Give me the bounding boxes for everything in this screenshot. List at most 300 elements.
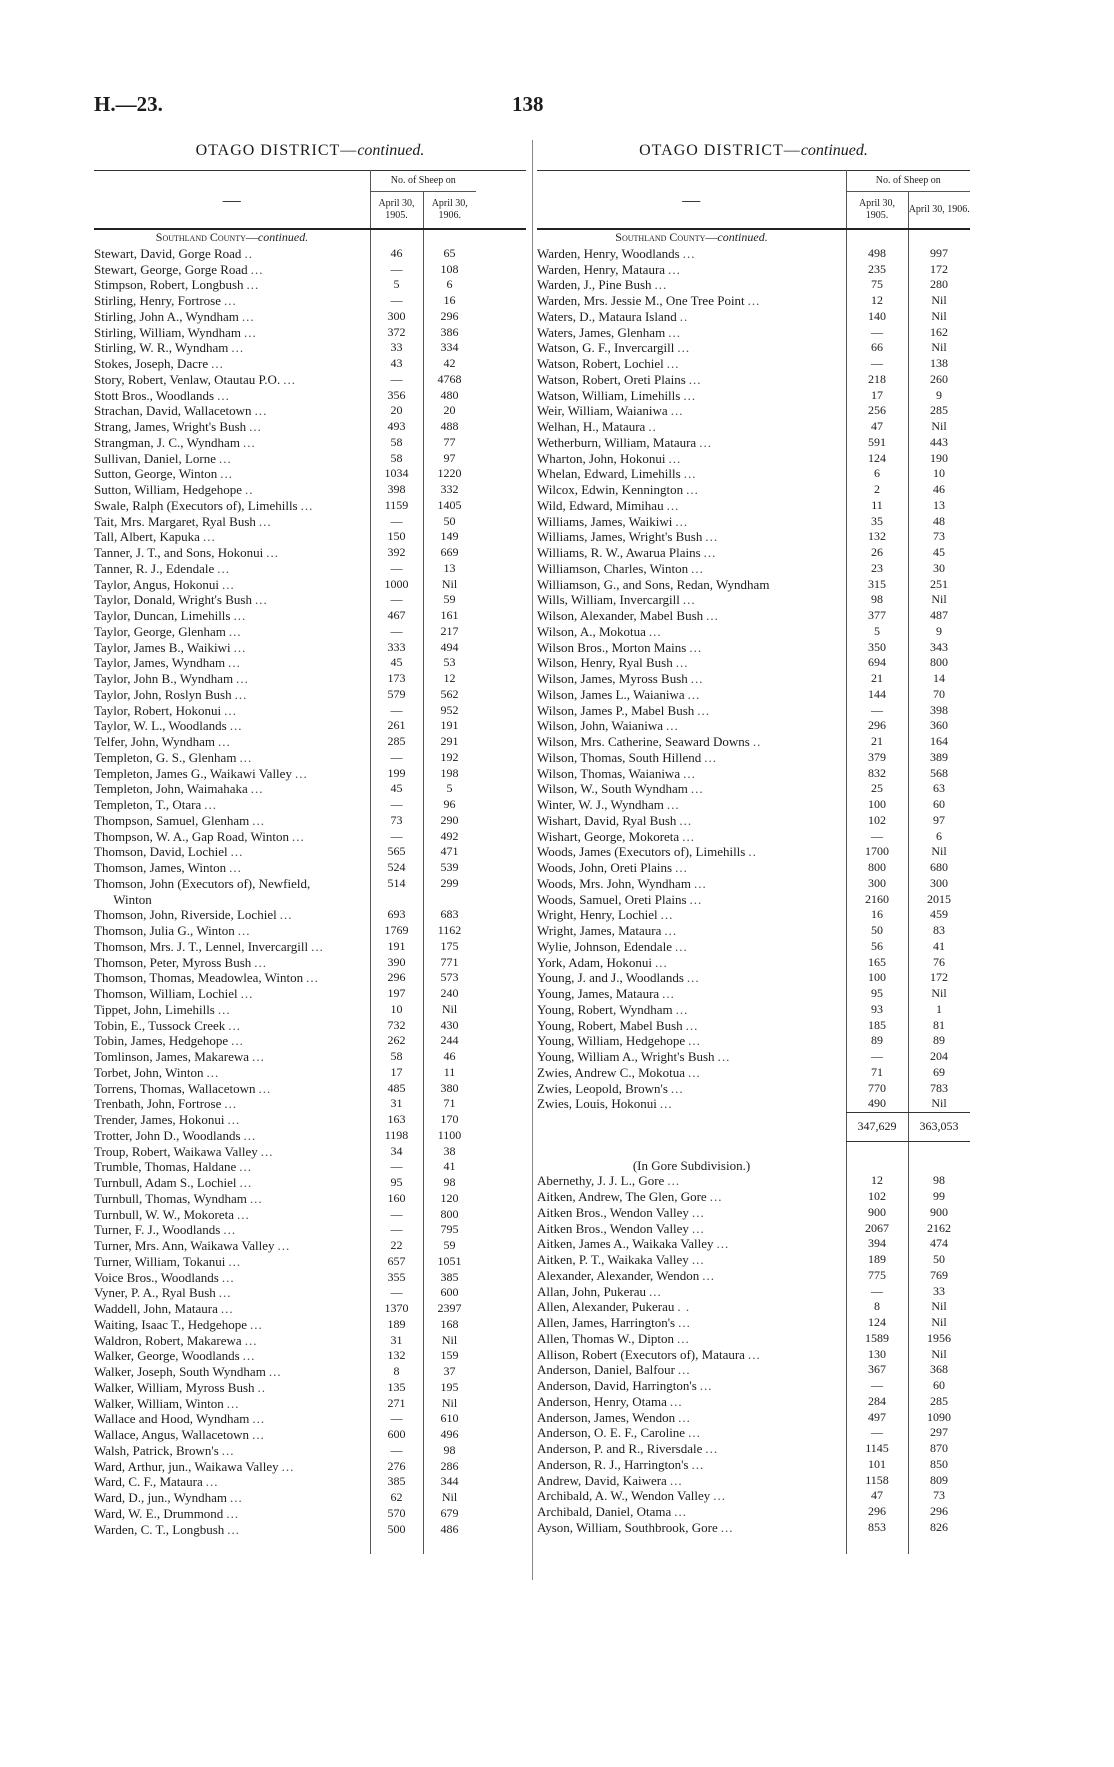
sheep-1905: —: [871, 1425, 883, 1440]
sheep-1905: —: [390, 1222, 403, 1237]
row-name: Wilson, James P., Mabel Bush ...: [537, 702, 711, 718]
sheep-1906: 480: [440, 387, 459, 402]
table-row: [537, 1410, 970, 1426]
sheep-1906: 291: [440, 734, 459, 748]
table-row: [537, 1049, 970, 1065]
row-name: Thomson, Thomas, Meadowlea, Winton ...: [94, 970, 319, 986]
sheep-1905: 130: [868, 1346, 886, 1361]
sheep-1905: 89: [871, 1033, 883, 1048]
row-name: Anderson, R. J., Harrington's ...: [537, 1456, 705, 1472]
sheep-1905: —: [390, 592, 403, 607]
row-name: Stimpson, Robert, Longbush ...: [94, 277, 260, 293]
sheep-1905: 570: [387, 1505, 406, 1520]
subsection-row: [537, 1158, 970, 1174]
sheep-1905: 20: [390, 403, 403, 418]
sheep-1905: 355: [387, 1269, 406, 1284]
table-row: [537, 781, 970, 797]
row-name: Thomson, Mrs. J. T., Lennel, Invercargill ...: [94, 938, 324, 954]
left-name-col-header: —: [222, 189, 241, 210]
right-table: [537, 230, 970, 1536]
sheep-1906: 50: [443, 513, 456, 528]
row-name: Aitken Bros., Wendon Valley ...: [537, 1204, 705, 1220]
sheep-1905: 770: [868, 1080, 886, 1095]
sheep-1906: 494: [440, 639, 459, 654]
table-row: [537, 1441, 970, 1457]
sheep-1905: 43: [390, 356, 403, 370]
sheep-1906: Nil: [931, 592, 947, 607]
sheep-1905: 199: [387, 765, 406, 780]
sheep-1905: 296: [387, 970, 406, 985]
sheep-1906: 168: [440, 1316, 459, 1331]
row-name: Warden, Mrs. Jessie M., One Tree Point ...: [537, 293, 761, 308]
sheep-1906: 159: [440, 1348, 459, 1363]
sheep-1905: 398: [387, 482, 406, 496]
sheep-1905: —: [871, 324, 883, 339]
sheep-1905: 135: [387, 1379, 406, 1394]
sheep-1905: —: [390, 828, 403, 843]
sheep-1906: 30: [933, 560, 945, 575]
sheep-1906: 10: [933, 466, 945, 481]
sheep-1906: 172: [930, 261, 948, 276]
table-row: [537, 419, 970, 435]
row-name: Thompson, W. A., Gap Road, Winton ...: [94, 828, 305, 844]
row-name: Welhan, H., Mataura ..: [537, 419, 657, 434]
sheep-1905: 235: [868, 261, 886, 276]
sheep-1905: 17: [390, 1064, 403, 1079]
sheep-1905: 524: [387, 860, 406, 874]
right-section-title: Southland County—continued.: [615, 230, 768, 244]
sheep-1906: 98: [443, 1442, 456, 1457]
row-name: Williams, James, Waikiwi ...: [537, 513, 689, 529]
table-row: [537, 1081, 970, 1097]
sheep-1906: 952: [440, 702, 459, 717]
sheep-1905: 693: [387, 907, 406, 922]
sheep-1906: 12: [443, 671, 456, 685]
sheep-1906: 260: [930, 371, 948, 386]
row-name: Abernethy, J. J. L., Gore ...: [537, 1173, 681, 1189]
sheep-1905: 10: [390, 1001, 403, 1016]
row-name: Anderson, Daniel, Balfour ...: [537, 1362, 691, 1378]
sheep-1906: 70: [933, 686, 945, 701]
sheep-1905: 1700: [865, 844, 889, 859]
table-row: [94, 561, 526, 577]
sheep-1906: 6: [936, 828, 942, 843]
sheep-1905: 296: [868, 718, 886, 733]
table-row: [94, 529, 526, 545]
table-row: [537, 1096, 970, 1112]
row-name: Sutton, George, Winton ...: [94, 466, 233, 482]
row-name: Winton: [94, 891, 152, 907]
total-row: [537, 1113, 970, 1142]
table-row: [537, 1425, 970, 1441]
row-name: Wishart, David, Ryal Bush ...: [537, 812, 693, 828]
sheep-1905: 300: [387, 308, 406, 323]
table-row: [537, 1284, 970, 1300]
row-name: Watson, Robert, Lochiel ...: [537, 356, 680, 371]
table-row: [94, 1096, 526, 1112]
sheep-1905: 261: [387, 718, 406, 733]
sheep-1906: 149: [440, 529, 459, 544]
row-name: Tall, Albert, Kapuka ...: [94, 529, 216, 545]
table-row: [94, 451, 526, 467]
table-row: [537, 718, 970, 734]
table-row: [94, 986, 526, 1002]
sheep-1905: 45: [390, 781, 403, 796]
sheep-1905: 102: [868, 812, 886, 827]
sheep-1905: 26: [871, 545, 883, 559]
table-row: [537, 403, 970, 419]
sheep-1906: 296: [930, 1504, 948, 1518]
table-row: [537, 372, 970, 388]
sheep-1905: 284: [868, 1393, 886, 1408]
sheep-1905: —: [390, 1206, 403, 1221]
sheep-1905: 12: [871, 1173, 883, 1188]
sheep-1905: 160: [387, 1190, 406, 1205]
table-row: [94, 1522, 526, 1538]
row-name: Taylor, Angus, Hokonui ...: [94, 576, 235, 592]
row-name: Sutton, William, Hedgehope ..: [94, 482, 254, 497]
row-name: Williams, James, Wright's Bush ...: [537, 529, 719, 545]
table-row: [94, 246, 526, 262]
table-row: [94, 1490, 526, 1506]
row-name: Watson, Robert, Oreti Plains ...: [537, 371, 702, 387]
table-row: [94, 388, 526, 404]
sheep-1905: 498: [868, 245, 886, 260]
row-name: Templeton, James G., Waikawi Valley ...: [94, 765, 308, 781]
right-col-1905-header: April 30, 1905.: [846, 192, 908, 230]
sheep-1905: 900: [868, 1204, 886, 1219]
sheep-1906: 800: [440, 1206, 459, 1221]
table-row: [94, 1002, 526, 1018]
table-row: [537, 766, 970, 782]
row-name: Templeton, G. S., Glenham ...: [94, 749, 253, 765]
row-name: Tait, Mrs. Margaret, Ryal Bush ...: [94, 513, 272, 529]
sheep-1906: 795: [440, 1222, 459, 1237]
sheep-1906: 83: [933, 923, 945, 937]
row-name: Voice Bros., Woodlands ...: [94, 1269, 235, 1285]
row-name: Wishart, George, Mokoreta ...: [537, 828, 695, 844]
row-name: Ayson, William, Southbrook, Gore ...: [537, 1519, 734, 1535]
sheep-1905: 185: [868, 1017, 886, 1032]
row-name: Taylor, Donald, Wright's Bush ...: [94, 592, 268, 608]
sheep-1905: —: [871, 356, 883, 370]
table-row: [537, 277, 970, 293]
table-row: [537, 608, 970, 624]
sheep-1906: 600: [440, 1285, 459, 1300]
sheep-1906: Nil: [931, 986, 947, 1000]
row-name: Trotter, John D., Woodlands ...: [94, 1127, 257, 1143]
table-row: [537, 640, 970, 656]
sheep-1905: —: [390, 797, 403, 811]
row-name: Alexander, Alexander, Wendon ...: [537, 1267, 716, 1283]
sheep-1905: 218: [868, 371, 886, 386]
table-row: [94, 1411, 526, 1427]
table-row: [94, 955, 526, 971]
sheep-1906: 2397: [437, 1301, 462, 1315]
row-name: Troup, Robert, Waikawa Valley ...: [94, 1143, 274, 1159]
row-name: Taylor, John, Roslyn Bush ...: [94, 686, 248, 702]
sheep-1906: 99: [933, 1189, 945, 1203]
row-name: Thomson, John (Executors of), Newfield,: [94, 875, 311, 891]
sheep-1906: 297: [930, 1425, 948, 1440]
table-row: [94, 1191, 526, 1207]
sheep-1905: 22: [390, 1238, 403, 1252]
row-name: Wills, William, Invercargill ...: [537, 592, 696, 608]
row-name: Turner, F. J., Woodlands ...: [94, 1222, 237, 1238]
sheep-1906: 71: [443, 1096, 456, 1111]
table-row: [537, 340, 970, 356]
sheep-1905: [370, 892, 423, 908]
table-row: [537, 1347, 970, 1363]
row-name: Wilson, Thomas, Waianiwa ...: [537, 765, 696, 781]
sheep-1906: Nil: [441, 1490, 458, 1504]
row-name: Archibald, Daniel, Otama ...: [537, 1504, 688, 1519]
sheep-1905: 775: [868, 1267, 886, 1282]
row-name: Thomson, David, Lochiel ...: [94, 844, 244, 860]
sheep-1905: —: [871, 1283, 883, 1298]
sheep-1905: —: [390, 749, 403, 764]
sheep-1906: 669: [440, 545, 459, 559]
sheep-1906: 680: [930, 860, 948, 874]
table-row: [94, 1018, 526, 1034]
table-row: [537, 1504, 970, 1520]
table-row: [94, 309, 526, 325]
sheep-1906: Nil: [441, 576, 458, 591]
sheep-1906: 204: [930, 1049, 948, 1063]
sheep-1905: 165: [868, 954, 886, 969]
sheep-1905: —: [390, 1285, 403, 1300]
sheep-1905: 173: [387, 671, 406, 685]
sheep-1905: 467: [387, 608, 406, 622]
row-name: Strachan, David, Wallacetown ...: [94, 403, 268, 419]
sheep-1906: 826: [930, 1519, 948, 1534]
row-name: Williams, R. W., Awarua Plains ...: [537, 545, 717, 560]
row-name: Young, J. and J., Woodlands ...: [537, 970, 700, 986]
row-name: Weir, William, Waianiwa ...: [537, 403, 684, 419]
row-name: Wylie, Johnson, Edendale ...: [537, 938, 688, 954]
sheep-1905: 95: [390, 1175, 403, 1189]
sheep-1905: 296: [868, 1504, 886, 1518]
sheep-1906: 1051: [437, 1253, 462, 1268]
table-row: [537, 939, 970, 955]
right-col-1906-header: April 30, 1906.: [908, 192, 970, 230]
right-name-col-header: —: [682, 189, 701, 210]
sheep-1905: 58: [390, 434, 403, 449]
table-row: [94, 577, 526, 593]
sheep-1905: 102: [868, 1189, 886, 1203]
sheep-1906: 73: [933, 529, 945, 544]
sheep-1905: 124: [868, 1315, 886, 1329]
sheep-1906: 46: [933, 482, 945, 496]
row-name: Walker, William, Winton ...: [94, 1395, 240, 1411]
sheep-1905: 21: [871, 734, 883, 748]
sheep-1906: 1220: [437, 466, 462, 481]
table-row: [94, 372, 526, 388]
row-name: Tomlinson, James, Makarewa ...: [94, 1049, 265, 1064]
sheep-1906: 9: [936, 387, 942, 402]
sheep-1906: 389: [930, 749, 948, 764]
sheep-1905: 189: [387, 1316, 406, 1331]
row-name: Taylor, W. L., Woodlands ...: [94, 718, 243, 734]
row-name: Winter, W. J., Wyndham ...: [537, 797, 680, 812]
row-name: Ward, D., jun., Wyndham ...: [94, 1490, 243, 1505]
sheep-1906: 562: [440, 686, 459, 701]
sheep-1905: 197: [387, 986, 406, 1000]
row-name: Wright, Henry, Lochiel ...: [537, 907, 674, 923]
sheep-1905: 1198: [384, 1127, 409, 1142]
sheep-1905: 71: [871, 1064, 883, 1079]
row-name: Woods, John, Oreti Plains ...: [537, 860, 688, 875]
row-name: Ward, Arthur, jun., Waikawa Valley ...: [94, 1458, 295, 1474]
table-row: [94, 356, 526, 372]
sheep-1905: —: [871, 702, 883, 717]
row-name: Woods, James (Executors of), Limehills ..: [537, 844, 757, 860]
sheep-1906: 42: [443, 356, 456, 370]
sheep-1906: 496: [440, 1427, 459, 1441]
table-row: [94, 687, 526, 703]
sheep-1906: 16: [443, 293, 456, 307]
sheep-1905: 485: [387, 1080, 406, 1095]
sheep-1906: Nil: [441, 1332, 458, 1347]
sheep-1906: 41: [933, 938, 945, 953]
sheep-1906: 14: [933, 671, 945, 685]
table-row: [537, 703, 970, 719]
sheep-1906: 41: [443, 1159, 456, 1174]
table-row: [537, 734, 970, 750]
table-row: [537, 466, 970, 482]
left-table: [94, 230, 526, 1537]
sheep-1905: 8: [874, 1299, 880, 1314]
sheep-1905: 1589: [865, 1330, 889, 1345]
row-name: Anderson, David, Harrington's ...: [537, 1378, 713, 1393]
table-row: [537, 1173, 970, 1189]
sheep-1905: 732: [387, 1017, 406, 1032]
sheep-1906: 679: [440, 1505, 459, 1520]
table-row: [94, 1380, 526, 1396]
table-row: [94, 1081, 526, 1097]
table-row: [537, 1252, 970, 1268]
table-row: [94, 1128, 526, 1144]
row-name: Wild, Edward, Mimihau ...: [537, 497, 680, 513]
table-row: [537, 1520, 970, 1536]
sheep-1906: 296: [440, 308, 459, 323]
table-row: [537, 482, 970, 498]
table-row: [537, 892, 970, 908]
sheep-1905: 73: [390, 812, 403, 827]
sheep-1906: 97: [443, 450, 456, 465]
sheep-1905: —: [390, 371, 403, 386]
sheep-1906: 443: [930, 434, 948, 449]
sheep-1906: 175: [440, 938, 459, 953]
sheep-1905: 100: [868, 797, 886, 811]
row-name: Williamson, G., and Sons, Redan, Wyndham: [537, 576, 770, 592]
table-row: [537, 687, 970, 703]
table-row: [537, 970, 970, 986]
sheep-1905: 694: [868, 655, 886, 670]
table-row: [537, 1033, 970, 1049]
table-row: [94, 655, 526, 671]
table-row: [94, 262, 526, 278]
table-row: [94, 1443, 526, 1459]
table-row: [94, 482, 526, 498]
sheep-1906: 474: [930, 1236, 948, 1251]
sheep-1906: 33: [933, 1283, 945, 1298]
table-row: [537, 1331, 970, 1347]
row-name: Stott Bros., Woodlands ...: [94, 387, 230, 403]
table-row: [94, 1238, 526, 1254]
sheep-1906: 771: [440, 954, 459, 969]
row-name: Wilson, W., South Wyndham ...: [537, 781, 704, 797]
table-row: [94, 1175, 526, 1191]
row-name: Wetherburn, William, Mataura ...: [537, 434, 712, 450]
sheep-1905: 285: [387, 734, 406, 748]
row-name: Thomson, William, Lochiel ...: [94, 986, 254, 1001]
row-name: Young, James, Mataura ...: [537, 986, 675, 1001]
sheep-1905: —: [390, 513, 403, 528]
sheep-1906: 98: [933, 1173, 945, 1188]
row-name: Aitken, P. T., Waikaka Valley ...: [537, 1252, 705, 1267]
sheep-1906: 191: [440, 718, 459, 733]
sheep-1906: Nil: [441, 1001, 458, 1016]
sheep-1906: 60: [933, 1378, 945, 1392]
row-name: Allen, James, Harrington's ...: [537, 1315, 691, 1330]
sheep-1905: —: [390, 1442, 403, 1457]
row-name: Wilson, John, Waianiwa ...: [537, 718, 679, 734]
row-name: Warden, Henry, Woodlands ...: [537, 245, 696, 261]
row-name: Strang, James, Wright's Bush ...: [94, 419, 262, 434]
sheep-1906: 386: [440, 324, 459, 339]
sheep-1905: 191: [387, 938, 406, 953]
sheep-1905: 372: [387, 324, 406, 339]
table-row: [94, 1207, 526, 1223]
sheep-1906: 20: [443, 403, 456, 418]
sheep-1906: 769: [930, 1267, 948, 1282]
sheep-1906: 1405: [437, 497, 462, 512]
sheep-1905: 16: [871, 907, 883, 922]
table-row: [537, 844, 970, 860]
sheep-1905: 500: [387, 1521, 406, 1536]
sheep-1905: 144: [868, 686, 886, 701]
table-row: [94, 340, 526, 356]
sheep-1906: 360: [930, 718, 948, 733]
sheep-1906: 459: [930, 907, 948, 922]
row-name: Vyner, P. A., Ryal Bush ...: [94, 1285, 232, 1301]
sheep-1905: 58: [390, 1049, 403, 1063]
sheep-1905: 66: [871, 340, 883, 355]
sheep-1906: 251: [930, 576, 948, 591]
table-row: [94, 435, 526, 451]
table-row: [537, 829, 970, 845]
sheep-1906: Nil: [931, 1346, 947, 1361]
row-name: Warden, C. T., Longbush ...: [94, 1521, 241, 1537]
sheep-1906: 96: [443, 797, 456, 811]
sheep-1906: 76: [933, 954, 945, 969]
row-name: Young, Robert, Wyndham ...: [537, 1001, 689, 1017]
table-row: [537, 293, 970, 309]
table-row: [94, 829, 526, 845]
sheep-1905: 93: [871, 1001, 883, 1016]
spacer-row: [537, 1141, 970, 1157]
table-row: [94, 718, 526, 734]
row-name: York, Adam, Hokonui ...: [537, 954, 668, 970]
row-name: Strangman, J. C., Wyndham ...: [94, 434, 256, 450]
sheep-1906: Nil: [931, 1096, 947, 1111]
sheep-1905: 385: [387, 1474, 406, 1489]
sheep-1906: 850: [930, 1456, 948, 1471]
sheep-1905: 853: [868, 1519, 886, 1534]
table-row: [94, 797, 526, 813]
sheep-1906: 368: [930, 1362, 948, 1377]
